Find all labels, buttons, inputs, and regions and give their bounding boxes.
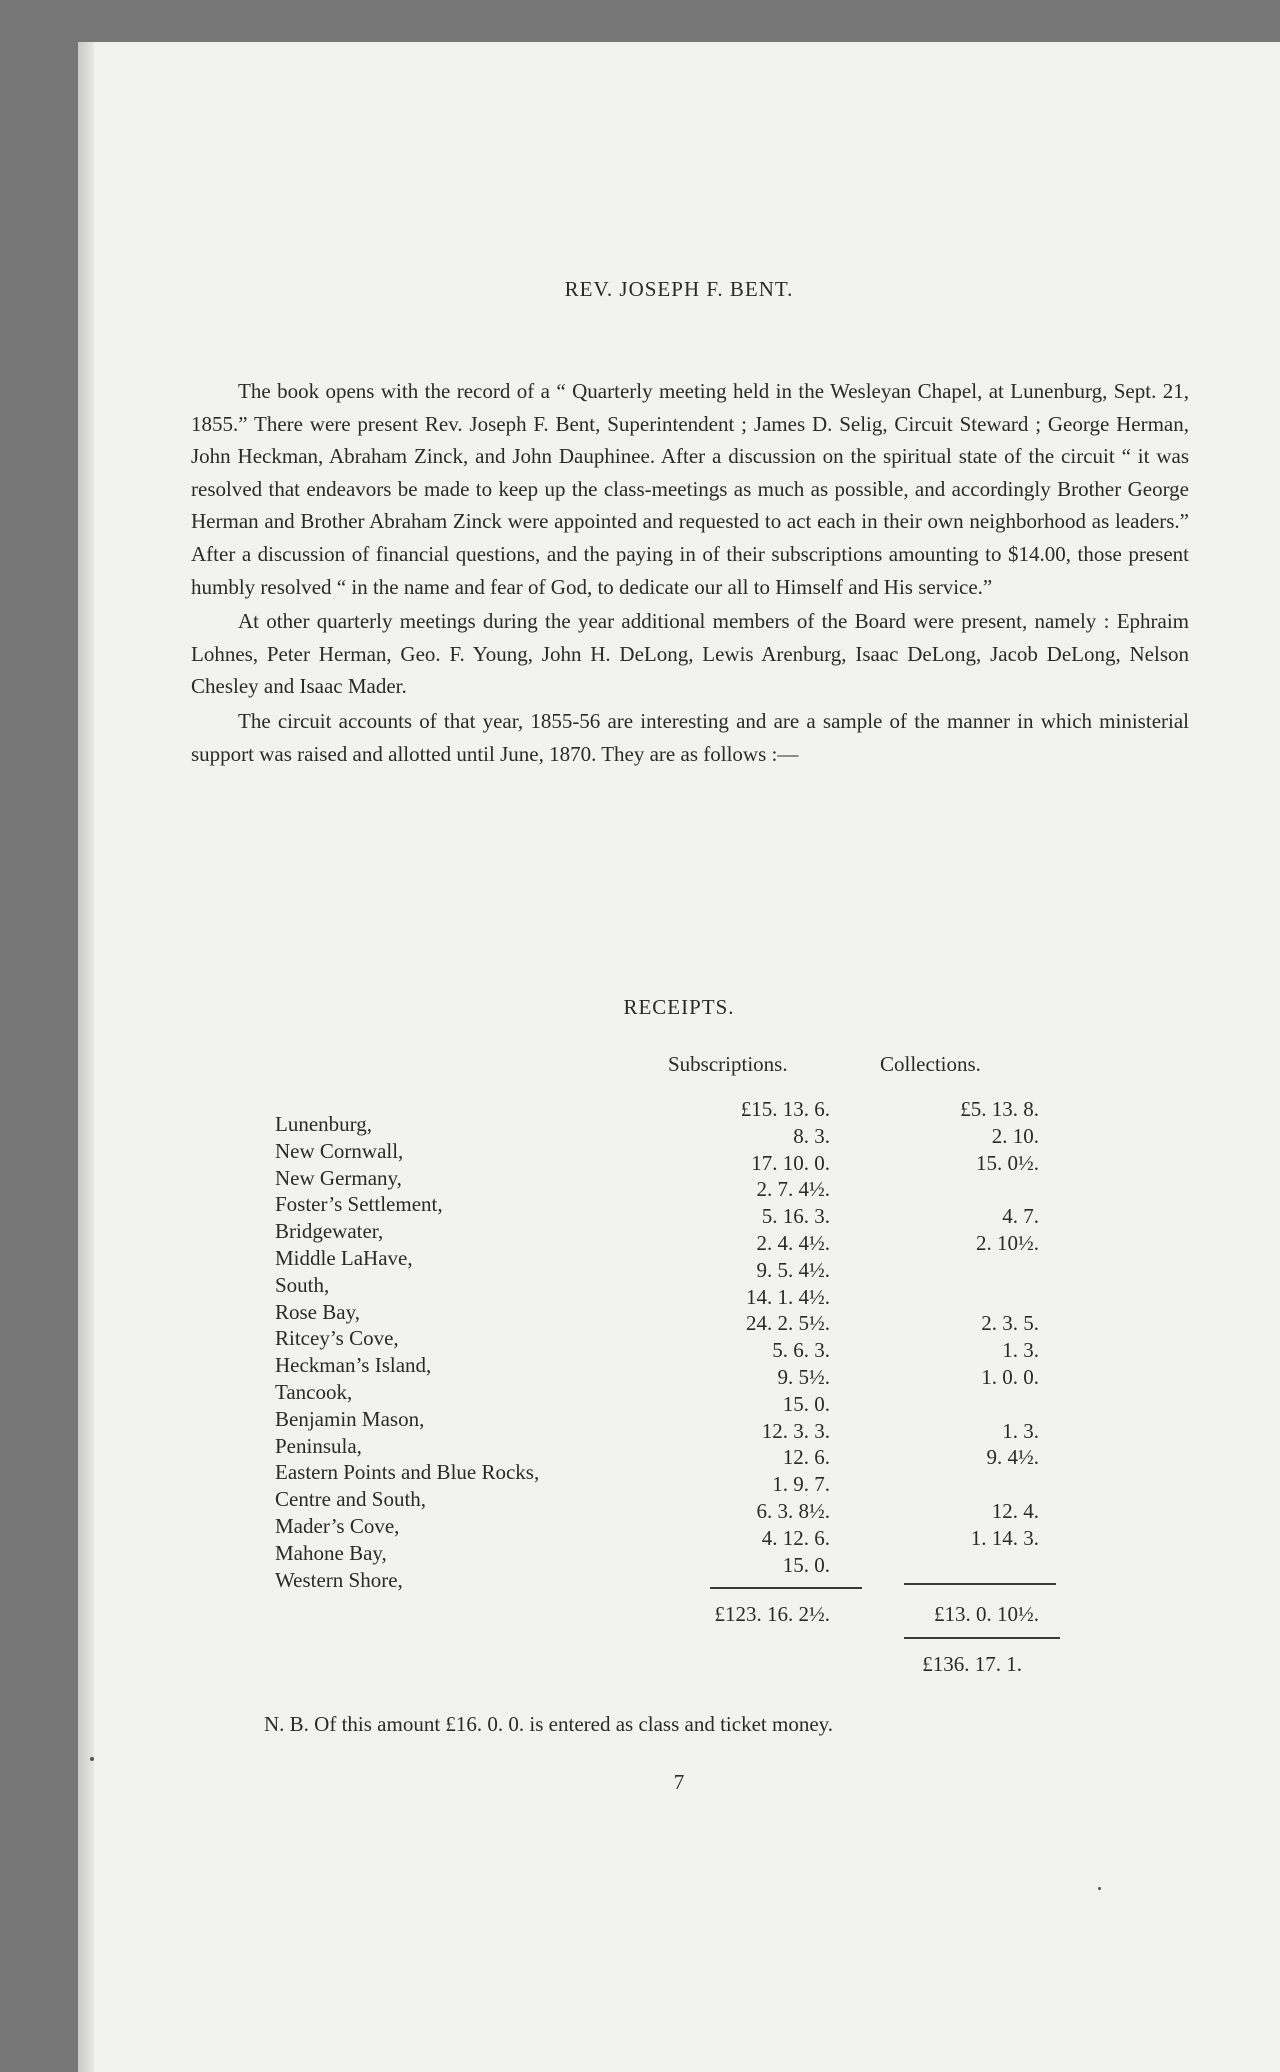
place-name: Bridgewater,	[275, 1219, 384, 1244]
place-name: Mahone Bay,	[275, 1540, 387, 1565]
collection-amount: 15. 0½.	[976, 1150, 1039, 1175]
place-name: Foster’s Settlement,	[275, 1192, 443, 1217]
collections-rule	[904, 1583, 1056, 1585]
subscription-amount: 5. 16. 3.	[761, 1204, 830, 1229]
place-name: Heckman’s Island,	[275, 1353, 432, 1378]
subscription-amount: 24. 2. 5½.	[746, 1311, 830, 1336]
footnote: N. B. Of this amount £16. 0. 0. is entered as class and ticket money.	[264, 1712, 834, 1736]
place-name: Rose Bay,	[275, 1299, 360, 1324]
paper-speck	[90, 1757, 94, 1761]
collection-amount: 1. 3.	[1002, 1338, 1039, 1363]
place-name: Lunenburg,	[275, 1112, 373, 1136]
subscription-amount: 17. 10. 0.	[751, 1150, 830, 1175]
place-name: Benjamin Mason,	[275, 1406, 425, 1431]
subscription-amount: 15. 0.	[782, 1391, 830, 1416]
place-name: Western Shore,	[275, 1567, 403, 1592]
collection-amount: 2. 3. 5.	[981, 1311, 1039, 1336]
place-name: Centre and South,	[275, 1487, 427, 1512]
collection-amount: 2. 10.	[991, 1123, 1039, 1148]
place-name: Ritcey’s Cove,	[275, 1326, 399, 1351]
place-name: Peninsula,	[275, 1433, 362, 1458]
place-name: New Cornwall,	[275, 1138, 404, 1163]
collection-amount: 1. 3.	[1002, 1418, 1039, 1443]
subscription-amount: 14. 1. 4½.	[746, 1284, 830, 1309]
subscription-amount: 9. 5. 4½.	[756, 1257, 830, 1282]
page-heading: REV. JOSEPH F. BENT.	[564, 277, 794, 301]
page-gutter	[78, 42, 94, 2072]
collection-amount: £5. 13. 8.	[960, 1097, 1039, 1121]
collections-header: Collections.	[880, 1052, 981, 1076]
collection-amount: 9. 4½.	[986, 1445, 1039, 1470]
subscription-amount: 9. 5½.	[777, 1365, 830, 1389]
collection-amount: 2. 10½.	[976, 1231, 1039, 1255]
subscription-amount: 12. 3. 3.	[761, 1418, 830, 1443]
grand-total-rule	[904, 1637, 1060, 1639]
subscription-amount: 5. 6. 3.	[772, 1338, 830, 1363]
subscription-amount: 2. 4. 4½.	[756, 1231, 830, 1255]
subscription-amount: 15. 0.	[782, 1552, 830, 1577]
place-name: Eastern Points and Blue Rocks,	[275, 1460, 540, 1485]
book-page	[78, 42, 1280, 2072]
place-name: South,	[275, 1272, 330, 1297]
collection-amount: 1. 14. 3.	[970, 1525, 1039, 1550]
collections-total: £13. 0. 10½.	[934, 1602, 1039, 1626]
page-number: 7	[673, 1770, 685, 1794]
subscription-amount: 12. 6.	[782, 1445, 830, 1470]
subscription-amount: 4. 12. 6.	[761, 1525, 830, 1550]
grand-total: £136. 17. 1.	[922, 1652, 1022, 1676]
subscription-amount: 8. 3.	[793, 1123, 830, 1148]
subscription-amount: 2. 7. 4½.	[756, 1177, 830, 1202]
collection-amount: 4. 7.	[1002, 1204, 1039, 1229]
place-name: Middle LaHave,	[275, 1246, 413, 1270]
subscription-amount: £15. 13. 6.	[740, 1097, 830, 1121]
place-name: New Germany,	[275, 1165, 402, 1190]
subscriptions-rule	[710, 1587, 862, 1589]
subscriptions-header: Subscriptions.	[668, 1052, 788, 1076]
paper-speck	[1098, 1887, 1101, 1890]
paragraph-board-members: At other quarterly meetings during the year additional members of the Board were present, namely : Ephraim Lohnes, Peter Herman, Geo. F. Young, John H. DeLong, Lewis Arenburg, Isaac DeLong, Jacob DeLong, Nelson Chesley and Isaac Mader.	[191, 609, 1189, 699]
subscription-amount: 1. 9. 7.	[772, 1472, 830, 1497]
place-name: Mader’s Cove,	[275, 1514, 400, 1538]
place-name: Tancook,	[275, 1380, 353, 1404]
collection-amount: 12. 4.	[991, 1499, 1039, 1523]
receipts-title: RECEIPTS.	[623, 995, 735, 1019]
collection-amount: 1. 0. 0.	[981, 1365, 1039, 1389]
paragraph-quarterly-meeting: The book opens with the record of a “ Quarterly meeting held in the Wesleyan Chapel, at Lunenburg, Sept. 21, 1855.” There were present Rev. Joseph F. Bent, Superintendent ; James D. Selig, Circuit Steward ; George Herman, John Heckman, Abraham Zinck, and John Dauphinee. After a discussion on the spiritual state of the circuit “ it was resolved that endeavors be made to keep up the class-meetings as much as possible, and accordingly Brother George Herman and Brother Abraham Zinck were appointed and requested to act each in their own neighborhood as leaders.” After a discussion of financial questions, and the paying in of their subscriptions amounting to $14.00, those present humbly resolved “ in the name and fear of God, to dedicate our all to Himself and His service.”	[191, 379, 1189, 599]
subscription-amount: 6. 3. 8½.	[756, 1499, 830, 1523]
subscriptions-total: £123. 16. 2½.	[714, 1602, 830, 1626]
body-text	[191, 375, 1189, 772]
paragraph-circuit-accounts: The circuit accounts of that year, 1855-56 are interesting and are a sample of the manner in which ministerial support was raised and allotted until June, 1870. They are as follows :—	[191, 708, 1189, 766]
